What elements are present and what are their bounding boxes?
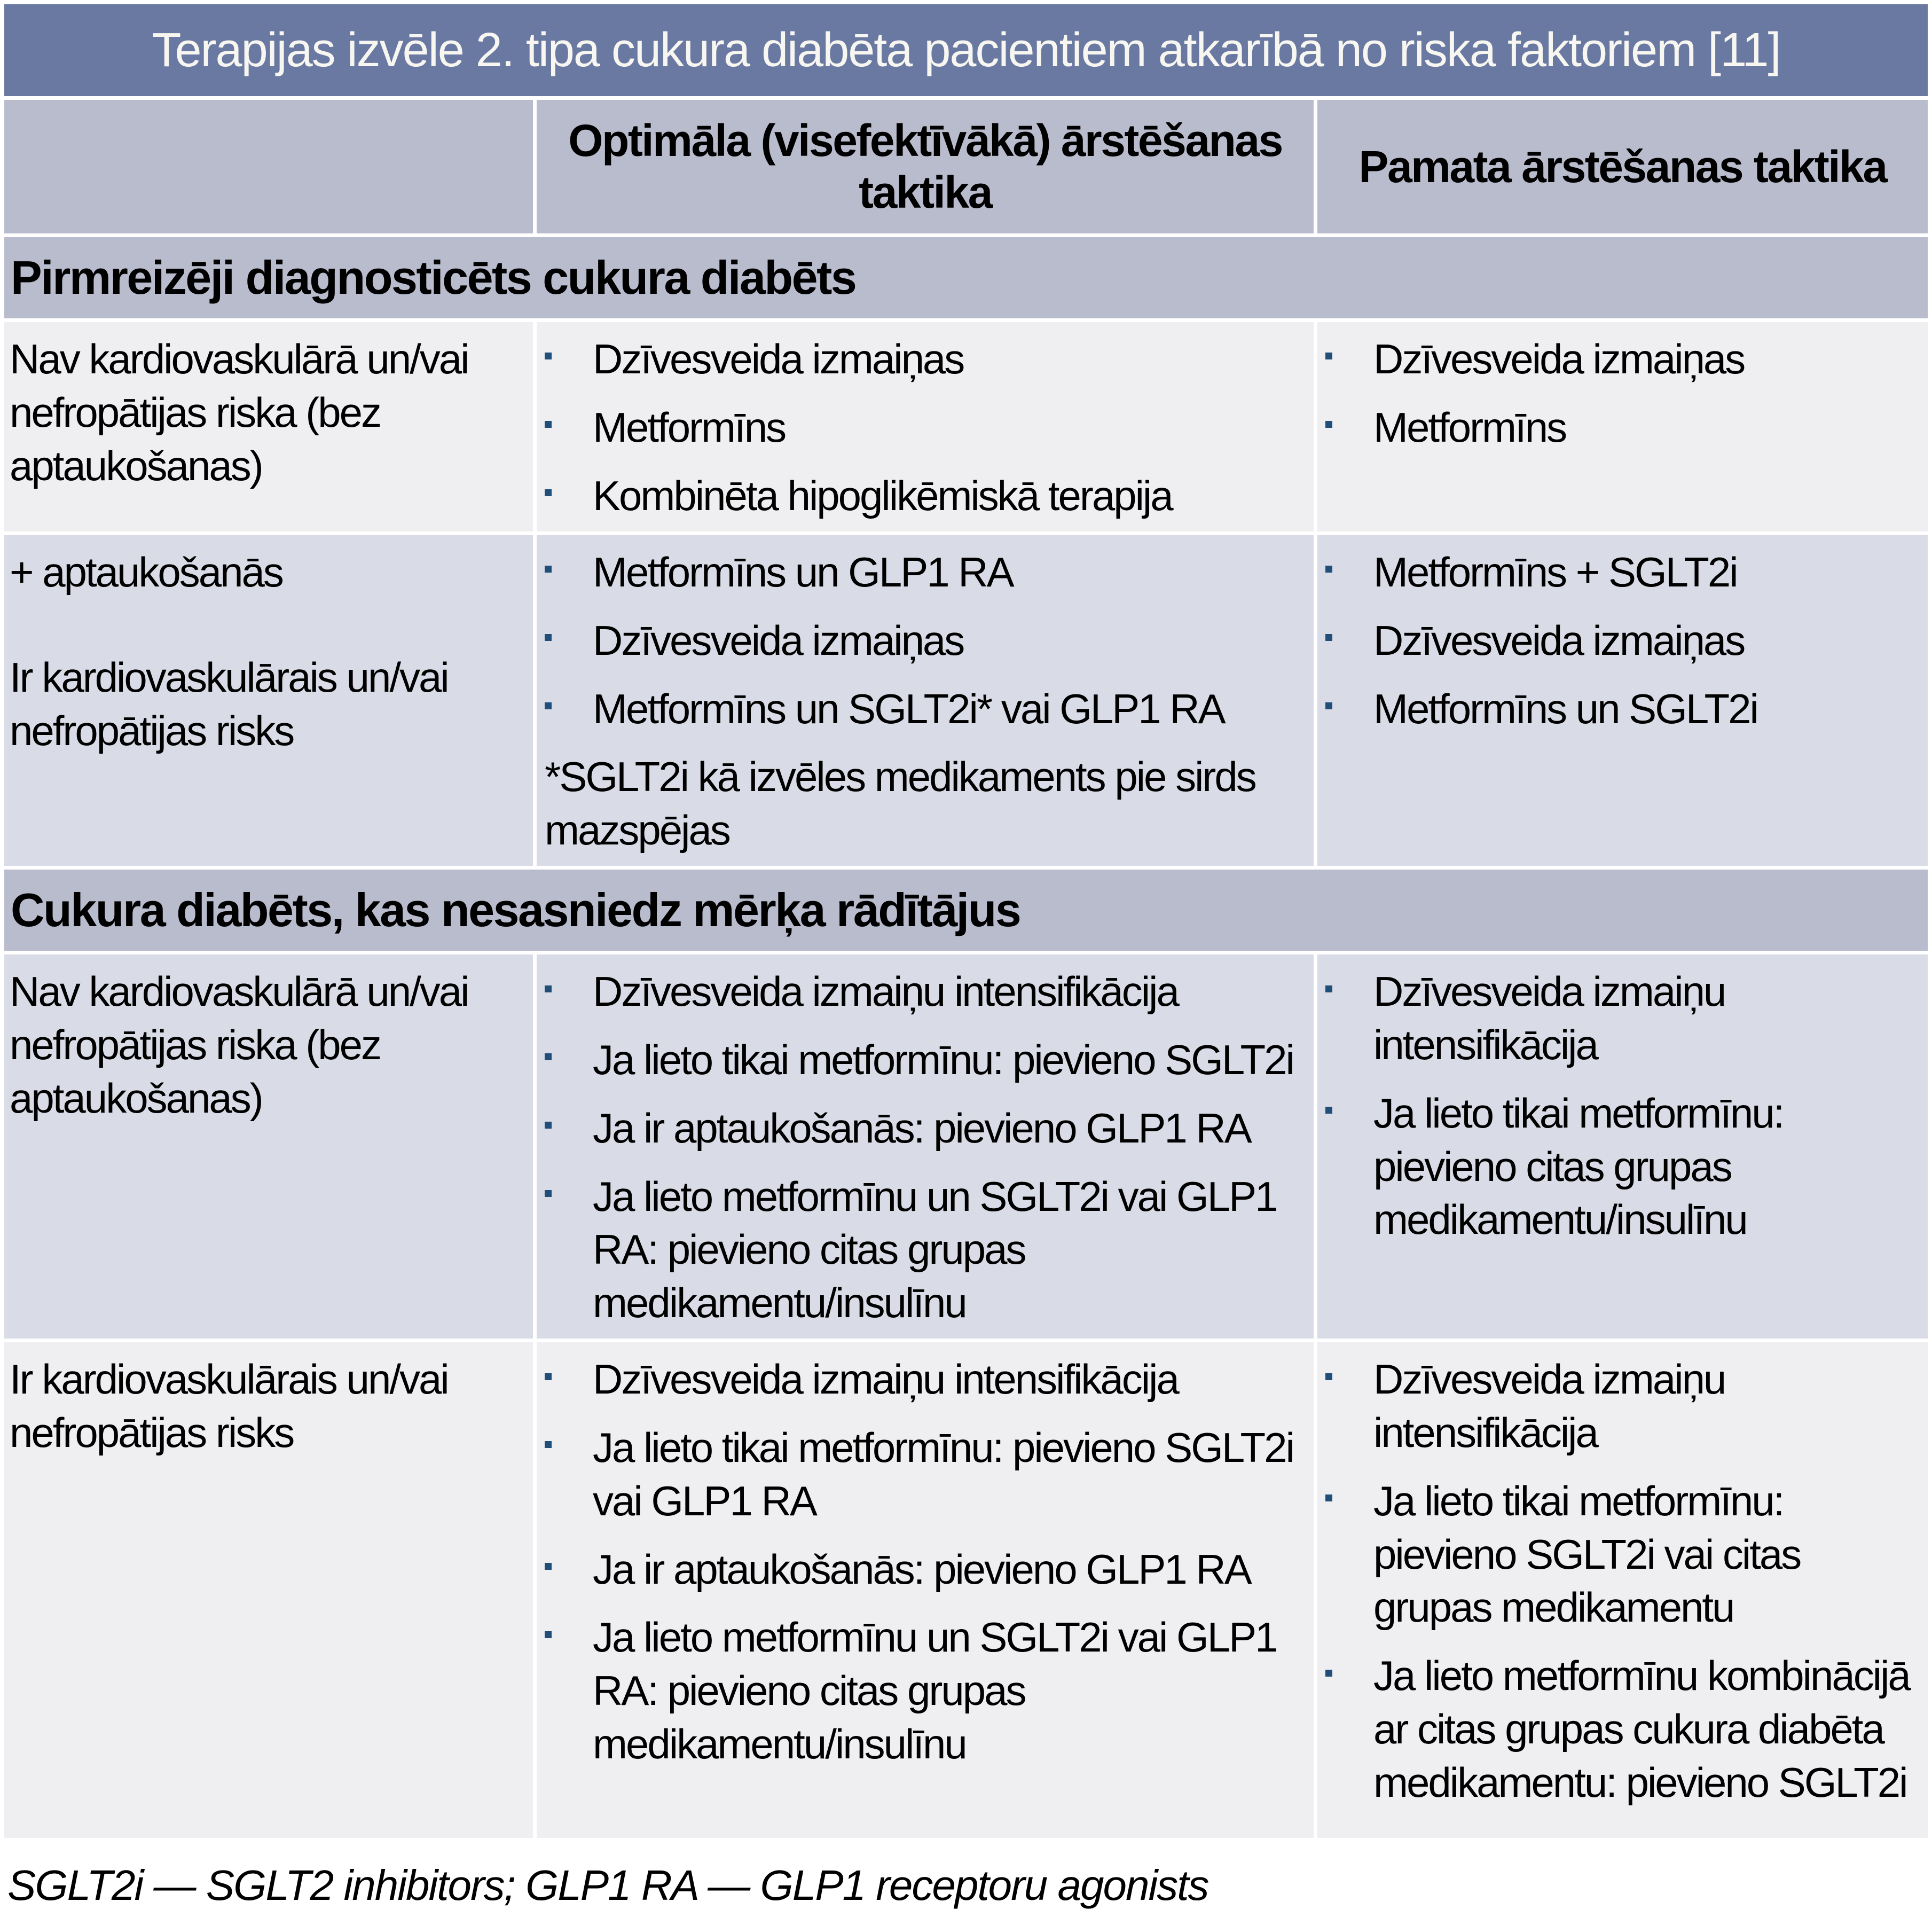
optimal-item-list [542,1353,1306,1771]
list-item-text: Ja lieto metformīnu un SGLT2i vai GLP1 RA: pievieno citas grupas medikamentu/insulīnu [593,1172,1277,1327]
list-item [542,401,1306,455]
basic-item-list [1323,1353,1920,1810]
bullet-icon [1325,985,1332,992]
abbreviations-footnote [4,1842,1928,1925]
bullet-icon [1325,1107,1332,1114]
bullet-icon [545,1373,552,1380]
list-item [1323,1649,1920,1809]
list-item [542,1421,1306,1528]
section-header-first-diagnosed [4,237,1928,318]
optimal-item-list [542,965,1306,1330]
list-item-text: Dzīvesveida izmaiņas [593,335,964,382]
list-item-text: Metformīns un SGLT2i* vai GLP1 RA [593,685,1224,732]
bullet-icon [545,985,552,992]
list-item-text: Ja lieto tikai metformīnu: pievieno citas grupas medikamentu/insulīnu [1373,1089,1784,1243]
risk-label: Ir kardiovaskulārais un/vai nefropātijas risks [10,1356,448,1456]
optimal-item-list [542,333,1306,522]
table-row [4,322,1928,531]
list-item-text: Metformīns [593,403,786,451]
bullet-icon [1325,421,1332,428]
risk-label: + aptaukošanās [10,549,282,596]
risk-label-cell [4,535,533,866]
header-optimal-label: Optimāla (visefektīvākā) ārstēšanas taktika [568,115,1282,217]
risk-label-cell [4,1342,533,1838]
bullet-icon [545,1631,552,1638]
list-item-text: Kombinēta hipoglikēmiskā terapija [593,472,1172,519]
bullet-icon [1325,1494,1332,1501]
basic-tactic-cell [1317,1342,1928,1838]
section-header-not-reaching-targets [4,870,1928,951]
table-row [4,535,1928,866]
list-item-text: Metformīns un SGLT2i [1373,685,1757,732]
header-basic-label: Pamata ārstēšanas taktika [1358,141,1887,192]
list-item-text: Dzīvesveida izmaiņas [593,616,964,664]
basic-tactic-cell [1317,954,1928,1339]
basic-tactic-cell [1317,322,1928,531]
bullet-icon [545,1122,552,1129]
table-header-row [4,100,1928,233]
section-header-label: Cukura diabēts, kas nesasniedz mērķa rādītājus [11,883,1020,937]
list-item [542,1034,1306,1087]
list-item [542,1102,1306,1155]
header-cell-risk [4,100,533,233]
optimal-tactic-cell [537,322,1314,531]
list-item [1323,965,1920,1072]
bullet-icon [545,353,552,359]
list-item-text: Metformīns + SGLT2i [1373,549,1737,596]
list-item [1323,1353,1920,1460]
bullet-icon [1325,1670,1332,1677]
list-item-text: Ja lieto metformīnu un SGLT2i vai GLP1 RA: pievieno citas grupas medikamentu/insulīnu [593,1614,1277,1768]
list-item [542,965,1306,1019]
basic-item-list [1323,333,1920,455]
list-item-text: Ja ir aptaukošanās: pievieno GLP1 RA [593,1545,1251,1593]
list-item-text: Ja lieto tikai metformīnu: pievieno SGLT2i [593,1036,1293,1083]
section-header-label: Pirmreizēji diagnosticēts cukura diabēts [11,251,856,304]
bullet-icon [1325,353,1332,359]
risk-label-cell [4,954,533,1339]
bullet-icon [1325,1373,1332,1380]
risk-label-cell [4,322,533,531]
abbreviations-footnote-text: SGLT2i — SGLT2 inhibitors; GLP1 RA — GLP1 receptoru agonists [7,1861,1208,1910]
therapy-table [4,100,1928,1838]
optimal-tactic-cell [537,1342,1314,1838]
risk-label: Nav kardiovaskulārā un/vai nefropātijas riska (bez aptaukošanas) [10,335,468,489]
list-item [1323,1475,1920,1634]
list-item [1323,614,1920,668]
list-item-text: Dzīvesveida izmaiņas [1373,616,1745,664]
risk-label-secondary: Ir kardiovaskulārais un/vai nefropātijas risks [10,654,448,755]
header-cell-basic [1317,100,1928,233]
list-item [542,1611,1306,1771]
list-item-text: Dzīvesveida izmaiņu intensifikācija [1373,1356,1725,1456]
list-item [1323,401,1920,455]
bullet-icon [545,1441,552,1448]
bullet-icon [545,421,552,428]
bullet-icon [1325,702,1332,709]
header-cell-optimal [537,100,1314,233]
list-item-text: Dzīvesveida izmaiņas [1373,335,1745,382]
list-item [542,1353,1306,1406]
list-item [542,614,1306,668]
bullet-icon [1325,566,1332,573]
basic-item-list [1323,965,1920,1247]
bullet-icon [545,489,552,496]
bullet-icon [545,702,552,709]
bullet-icon [545,1190,552,1197]
list-item-text: Dzīvesveida izmaiņu intensifikācija [1373,968,1725,1068]
bullet-icon [545,634,552,641]
basic-item-list [1323,546,1920,735]
bullet-icon [545,566,552,573]
bullet-icon [1325,634,1332,641]
optimal-tactic-cell [537,535,1314,866]
figure-title: Terapijas izvēle 2. tipa cukura diabēta pacientiem atkarībā no riska faktoriem [11] [152,23,1780,77]
optimal-tactic-cell [537,954,1314,1339]
list-item [542,469,1306,523]
list-item-text: Dzīvesveida izmaiņu intensifikācija [593,1356,1178,1403]
table-row [4,1342,1928,1838]
list-item-text: Ja lieto tikai metformīnu: pievieno SGLT2i vai citas grupas medikamentu [1373,1477,1801,1631]
list-item-text: Ja lieto tikai metformīnu: pievieno SGLT2i vai GLP1 RA [593,1423,1293,1524]
basic-tactic-cell [1317,535,1928,866]
list-item [542,1543,1306,1597]
list-item [542,546,1306,599]
risk-label: Nav kardiovaskulārā un/vai nefropātijas riska (bez aptaukošanas) [10,968,468,1122]
list-item-text: Metformīns un GLP1 RA [593,549,1013,596]
list-item [542,683,1306,736]
bullet-icon [545,1563,552,1570]
list-item [542,333,1306,386]
list-item [542,1170,1306,1330]
list-item-text: Ja lieto metformīnu kombinācijā ar citas grupas cukura diabēta medikamentu: pievieno SGLT2i [1373,1652,1910,1806]
list-item [1323,683,1920,736]
figure-title-bar [4,4,1928,96]
list-item [1323,333,1920,386]
list-item-text: Dzīvesveida izmaiņu intensifikācija [593,968,1178,1015]
bullet-icon [545,1053,552,1060]
sglt2i-footnote-text: *SGLT2i kā izvēles medikaments pie sirds mazspējas [545,753,1255,854]
list-item-text: Ja ir aptaukošanās: pievieno GLP1 RA [593,1104,1251,1152]
list-item-text: Metformīns [1373,403,1566,451]
list-item [1323,1087,1920,1247]
list-item [1323,546,1920,599]
optimal-item-list [542,546,1306,735]
table-row [4,954,1928,1339]
